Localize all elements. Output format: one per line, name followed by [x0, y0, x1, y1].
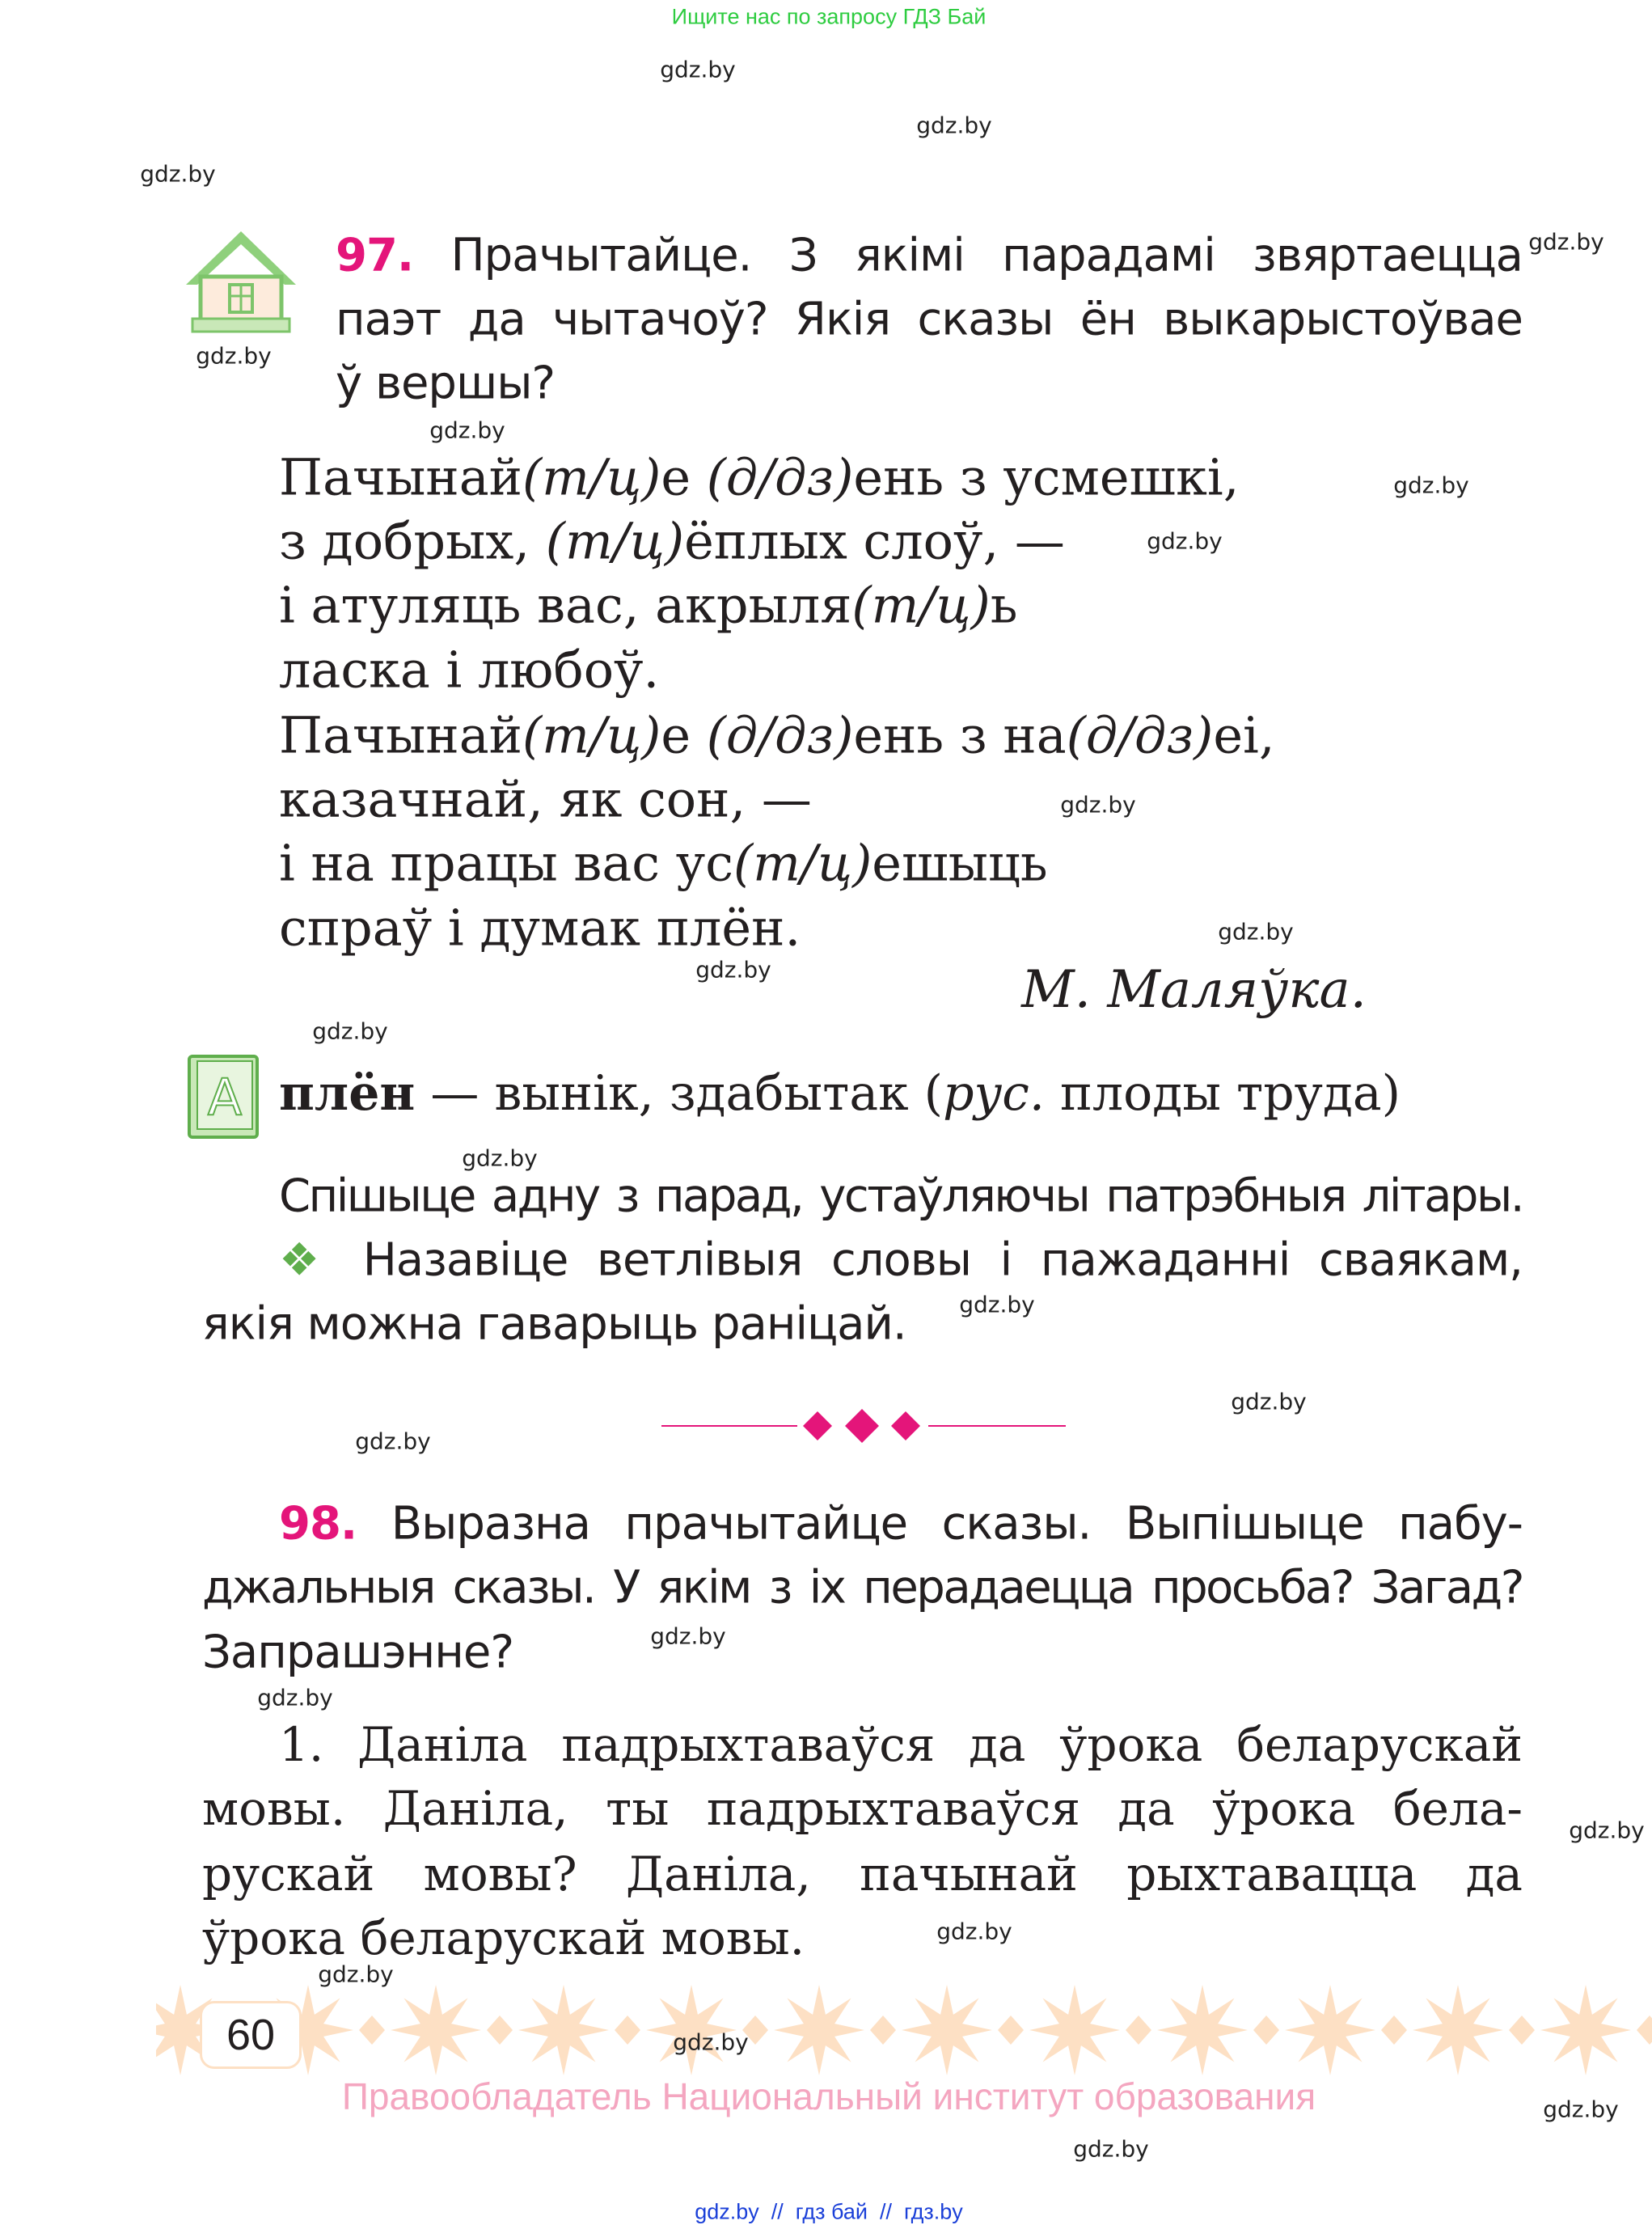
copyright-notice: Правообладатель Национальный институт образования — [341, 2075, 1316, 2117]
text: е — [661, 705, 707, 765]
text: Прачытайце. З якімі парадамі звяртаецца — [450, 229, 1523, 282]
example-line-3: рускай мовы? Даніла, пачынай рыхтавацца да — [202, 1846, 1523, 1901]
letter-choice: (д/дз) — [706, 705, 854, 765]
watermark: gdz.by — [1147, 527, 1223, 555]
ornament-band — [156, 1983, 1652, 2077]
page-number: 60 — [226, 2011, 276, 2059]
watermark: gdz.by — [318, 1961, 394, 1988]
poem-author: М. Маляўка. — [1021, 960, 1367, 1020]
snowflake-ornament — [391, 1985, 513, 2075]
glossary-word: плён — [279, 1065, 416, 1122]
text: Выразна прачытайце сказы. Выпішыце пабу- — [391, 1497, 1523, 1550]
watermark: gdz.by — [355, 1428, 431, 1455]
snowflake-ornament — [774, 1985, 896, 2075]
text: плоды труда) — [1044, 1065, 1401, 1122]
watermark: gdz.by — [257, 1684, 333, 1711]
watermark: gdz.by — [429, 417, 505, 444]
watermark: gdz.by — [196, 342, 272, 370]
task97-line-3: ў вершы? — [336, 357, 556, 410]
letter-choice: (т/ц) — [522, 705, 661, 765]
text: ёплых слоў, — — [684, 511, 1065, 571]
watermark: gdz.by — [1569, 1817, 1645, 1844]
house-icon — [183, 228, 299, 339]
task97-line-2: паэт да чытачоў? Якія сказы ён выкарыстоўвае — [336, 293, 1523, 346]
text: — вынік, здабытак ( — [415, 1065, 944, 1122]
instruction-line: Спішыце адну з парад, устаўляючы патрэбныя літары. — [279, 1170, 1523, 1223]
svg-text:A: A — [207, 1068, 243, 1127]
watermark: gdz.by — [1218, 918, 1294, 945]
top-banner[interactable]: Ищите нас по запросу ГДЗ Бай — [671, 4, 987, 29]
watermark: gdz.by — [1528, 228, 1604, 256]
task98-line-2: джальныя сказы. У якім з іх перадаецца просьба? Загад? — [202, 1561, 1523, 1614]
example-line-4: ўрока беларускай мовы. — [202, 1910, 805, 1965]
watermark: gdz.by — [1543, 2096, 1619, 2123]
example-line-2: мовы. Даніла, ты падрыхтаваўся да ўрока бела- — [202, 1781, 1523, 1836]
text: ешыць — [872, 833, 1048, 893]
text: ень з усмешкі, — [853, 447, 1240, 507]
bonus-task-line-2: якія можна гаварыць раніцай. — [202, 1297, 906, 1351]
poem-line — [279, 899, 801, 958]
text: Пачынай — [279, 447, 522, 507]
text: ень з на — [853, 705, 1067, 765]
text: Пачынай — [279, 705, 522, 765]
watermark: gdz.by — [673, 2028, 749, 2056]
watermark: gdz.by — [1393, 472, 1469, 499]
poem-line — [279, 706, 1275, 765]
snowflake-ornament — [1157, 1985, 1279, 2075]
diamond-cluster-icon: ❖ — [279, 1233, 335, 1287]
text: еі, — [1213, 705, 1275, 765]
watermark: gdz.by — [462, 1144, 538, 1172]
task-number: 97. — [336, 229, 414, 282]
letter-choice: (д/дз) — [706, 447, 854, 507]
snowflake-ornament — [1029, 1985, 1151, 2075]
task-number: 98. — [279, 1497, 357, 1550]
watermark: gdz.by — [959, 1291, 1035, 1318]
watermark: gdz.by — [695, 956, 771, 983]
example-line-1: 1. Даніла падрыхтаваўся да ўрока беларускай — [279, 1717, 1523, 1772]
dictionary-book-icon — [186, 1053, 260, 1148]
footer-links[interactable]: gdz.by // гдз бай // гдз.by — [695, 2199, 963, 2224]
watermark: gdz.by — [650, 1622, 726, 1650]
watermark: gdz.by — [1060, 791, 1136, 819]
watermark: gdz.by — [312, 1017, 388, 1045]
text: і на працы вас ус — [279, 833, 733, 893]
task98-line-3: Запрашэнне? — [202, 1626, 514, 1679]
poem-line — [279, 448, 1239, 507]
snowflake-ornament — [1285, 1985, 1407, 2075]
letter-choice: (д/дз) — [1066, 705, 1214, 765]
text: Назавіце ветлівыя словы і пажаданні сваякам, — [362, 1233, 1523, 1287]
glossary-entry — [279, 1065, 1401, 1122]
snowflake-ornament — [518, 1985, 640, 2075]
poem-line — [279, 770, 812, 829]
text: ь — [990, 575, 1018, 635]
text: казачнай, як сон, — — [279, 769, 812, 829]
page-number-box — [200, 2001, 302, 2069]
text: е — [661, 447, 707, 507]
task98-line-1 — [279, 1498, 1523, 1550]
letter-choice: (т/ц) — [545, 511, 685, 571]
watermark: gdz.by — [1073, 2135, 1149, 2163]
watermark: gdz.by — [140, 160, 216, 188]
letter-choice: (т/ц) — [733, 833, 872, 893]
watermark: gdz.by — [936, 1918, 1012, 1945]
bonus-task-line-1 — [279, 1234, 1523, 1287]
letter-choice: (т/ц) — [851, 575, 991, 635]
section-divider — [661, 1407, 1066, 1452]
poem-line — [279, 834, 1048, 893]
task97-line-1 — [336, 230, 1523, 282]
text: ласка і любоў. — [279, 640, 660, 700]
poem-line — [279, 576, 1017, 635]
snowflake-ornament — [1540, 1985, 1652, 2075]
text: рус. — [943, 1065, 1045, 1122]
watermark: gdz.by — [660, 56, 736, 83]
watermark: gdz.by — [916, 112, 992, 139]
letter-choice: (т/ц) — [522, 447, 661, 507]
text: спраў і думак плён. — [279, 898, 801, 958]
snowflake-ornament — [1413, 1985, 1535, 2075]
text: з добрых, — [279, 511, 546, 571]
poem-line — [279, 641, 659, 700]
watermark: gdz.by — [1231, 1388, 1307, 1415]
poem-line — [279, 512, 1065, 571]
snowflake-ornament — [902, 1985, 1024, 2075]
text: і атуляць вас, акрыля — [279, 575, 852, 635]
